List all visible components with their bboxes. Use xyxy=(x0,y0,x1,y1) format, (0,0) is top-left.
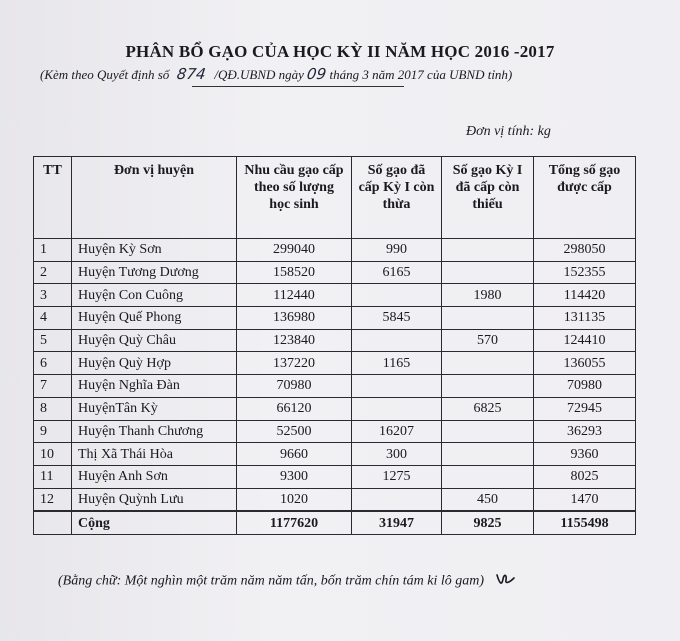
cell-allocated: 298050 xyxy=(534,239,636,262)
cell-district: Huyện Quỳnh Lưu xyxy=(72,488,237,511)
cell-surplus: 16207 xyxy=(352,420,442,443)
cell-demand: 9300 xyxy=(237,465,352,488)
header-surplus: Số gạo đã cấp Kỳ I còn thừa xyxy=(352,157,442,239)
cell-tt: 9 xyxy=(34,420,72,443)
cell-demand: 299040 xyxy=(237,239,352,262)
cell-district: Huyện Kỳ Sơn xyxy=(72,239,237,262)
total-tt xyxy=(34,511,72,534)
cell-shortfall: 6825 xyxy=(442,397,534,420)
cell-tt: 12 xyxy=(34,488,72,511)
cell-district: Thị Xã Thái Hòa xyxy=(72,443,237,466)
table-row xyxy=(34,284,636,307)
table-row xyxy=(34,465,636,488)
cell-tt: 6 xyxy=(34,352,72,375)
cell-surplus: 1165 xyxy=(352,352,442,375)
cell-allocated: 1470 xyxy=(534,488,636,511)
header-total-allocated: Tổng số gạo được cấp xyxy=(534,157,636,239)
document-subtitle xyxy=(40,65,660,83)
cell-district: Huyện Quỳ Châu xyxy=(72,329,237,352)
cell-allocated: 131135 xyxy=(534,307,636,330)
cell-demand: 123840 xyxy=(237,329,352,352)
cell-district: Huyện Anh Sơn xyxy=(72,465,237,488)
total-shortfall: 9825 xyxy=(442,511,534,534)
cell-shortfall: 450 xyxy=(442,488,534,511)
table-row xyxy=(34,307,636,330)
table-row xyxy=(34,329,636,352)
cell-tt: 3 xyxy=(34,284,72,307)
cell-tt: 8 xyxy=(34,397,72,420)
cell-shortfall xyxy=(442,307,534,330)
cell-demand: 112440 xyxy=(237,284,352,307)
cell-demand: 1020 xyxy=(237,488,352,511)
cell-district: HuyệnTân Kỳ xyxy=(72,397,237,420)
cell-demand: 66120 xyxy=(237,397,352,420)
cell-demand: 158520 xyxy=(237,261,352,284)
cell-surplus: 300 xyxy=(352,443,442,466)
subtitle-middle: /QĐ.UBND ngày xyxy=(214,67,304,82)
cell-tt: 5 xyxy=(34,329,72,352)
cell-allocated: 152355 xyxy=(534,261,636,284)
header-tt: TT xyxy=(34,157,72,239)
rice-allocation-table xyxy=(33,156,636,535)
table-row xyxy=(34,352,636,375)
cell-district: Huyện Quế Phong xyxy=(72,307,237,330)
table-row xyxy=(34,420,636,443)
cell-district: Huyện Quỳ Hợp xyxy=(72,352,237,375)
cell-demand: 9660 xyxy=(237,443,352,466)
header-shortfall: Số gạo Kỳ I đã cấp còn thiếu xyxy=(442,157,534,239)
cell-surplus xyxy=(352,397,442,420)
table-header-row xyxy=(34,157,636,239)
cell-allocated: 9360 xyxy=(534,443,636,466)
table-total-row xyxy=(34,511,636,534)
cell-allocated: 8025 xyxy=(534,465,636,488)
cell-allocated: 70980 xyxy=(534,375,636,398)
cell-shortfall xyxy=(442,443,534,466)
amount-in-words xyxy=(58,571,658,592)
cell-shortfall xyxy=(442,465,534,488)
header-demand: Nhu cầu gạo cấp theo số lượng học sinh xyxy=(237,157,352,239)
header-district: Đơn vị huyện xyxy=(72,157,237,239)
cell-district: Huyện Thanh Chương xyxy=(72,420,237,443)
initials-mark-icon xyxy=(494,571,516,592)
cell-shortfall: 1980 xyxy=(442,284,534,307)
cell-shortfall xyxy=(442,375,534,398)
cell-demand: 52500 xyxy=(237,420,352,443)
table-row xyxy=(34,239,636,262)
cell-tt: 2 xyxy=(34,261,72,284)
cell-surplus xyxy=(352,329,442,352)
cell-allocated: 124410 xyxy=(534,329,636,352)
cell-district: Huyện Nghĩa Đàn xyxy=(72,375,237,398)
total-allocated: 1155498 xyxy=(534,511,636,534)
cell-demand: 136980 xyxy=(237,307,352,330)
cell-allocated: 72945 xyxy=(534,397,636,420)
cell-allocated: 36293 xyxy=(534,420,636,443)
subtitle-underline xyxy=(192,86,404,87)
cell-shortfall xyxy=(442,239,534,262)
cell-shortfall: 570 xyxy=(442,329,534,352)
cell-surplus xyxy=(352,375,442,398)
cell-shortfall xyxy=(442,261,534,284)
subtitle-suffix: tháng 3 năm 2017 của UBND tỉnh) xyxy=(329,67,513,82)
total-label: Cộng xyxy=(72,511,237,534)
table-row xyxy=(34,261,636,284)
table-row xyxy=(34,375,636,398)
cell-surplus: 5845 xyxy=(352,307,442,330)
cell-tt: 10 xyxy=(34,443,72,466)
cell-demand: 70980 xyxy=(237,375,352,398)
cell-surplus xyxy=(352,488,442,511)
subtitle-prefix: (Kèm theo Quyết định số xyxy=(40,67,170,82)
cell-allocated: 136055 xyxy=(534,352,636,375)
cell-shortfall xyxy=(442,352,534,375)
table-row xyxy=(34,397,636,420)
decision-number-handwritten: 874 xyxy=(175,65,207,83)
cell-tt: 7 xyxy=(34,375,72,398)
cell-shortfall xyxy=(442,420,534,443)
cell-district: Huyện Con Cuông xyxy=(72,284,237,307)
cell-surplus xyxy=(352,284,442,307)
total-demand: 1177620 xyxy=(237,511,352,534)
cell-tt: 1 xyxy=(34,239,72,262)
cell-tt: 4 xyxy=(34,307,72,330)
cell-allocated: 114420 xyxy=(534,284,636,307)
document-title: PHÂN BỔ GẠO CỦA HỌC KỲ II NĂM HỌC 2016 -2017 xyxy=(125,42,555,61)
cell-tt: 11 xyxy=(34,465,72,488)
table-row xyxy=(34,443,636,466)
cell-surplus: 6165 xyxy=(352,261,442,284)
table-row xyxy=(34,488,636,511)
amount-in-words-text: (Bằng chữ: Một nghìn một trăm năm năm tấn, bốn trăm chín tám ki lô gam) xyxy=(58,573,485,589)
unit-label: Đơn vị tính: kg xyxy=(466,124,551,139)
total-surplus: 31947 xyxy=(352,511,442,534)
decision-day-handwritten: 09 xyxy=(305,65,328,83)
cell-demand: 137220 xyxy=(237,352,352,375)
cell-district: Huyện Tương Dương xyxy=(72,261,237,284)
cell-surplus: 1275 xyxy=(352,465,442,488)
cell-surplus: 990 xyxy=(352,239,442,262)
